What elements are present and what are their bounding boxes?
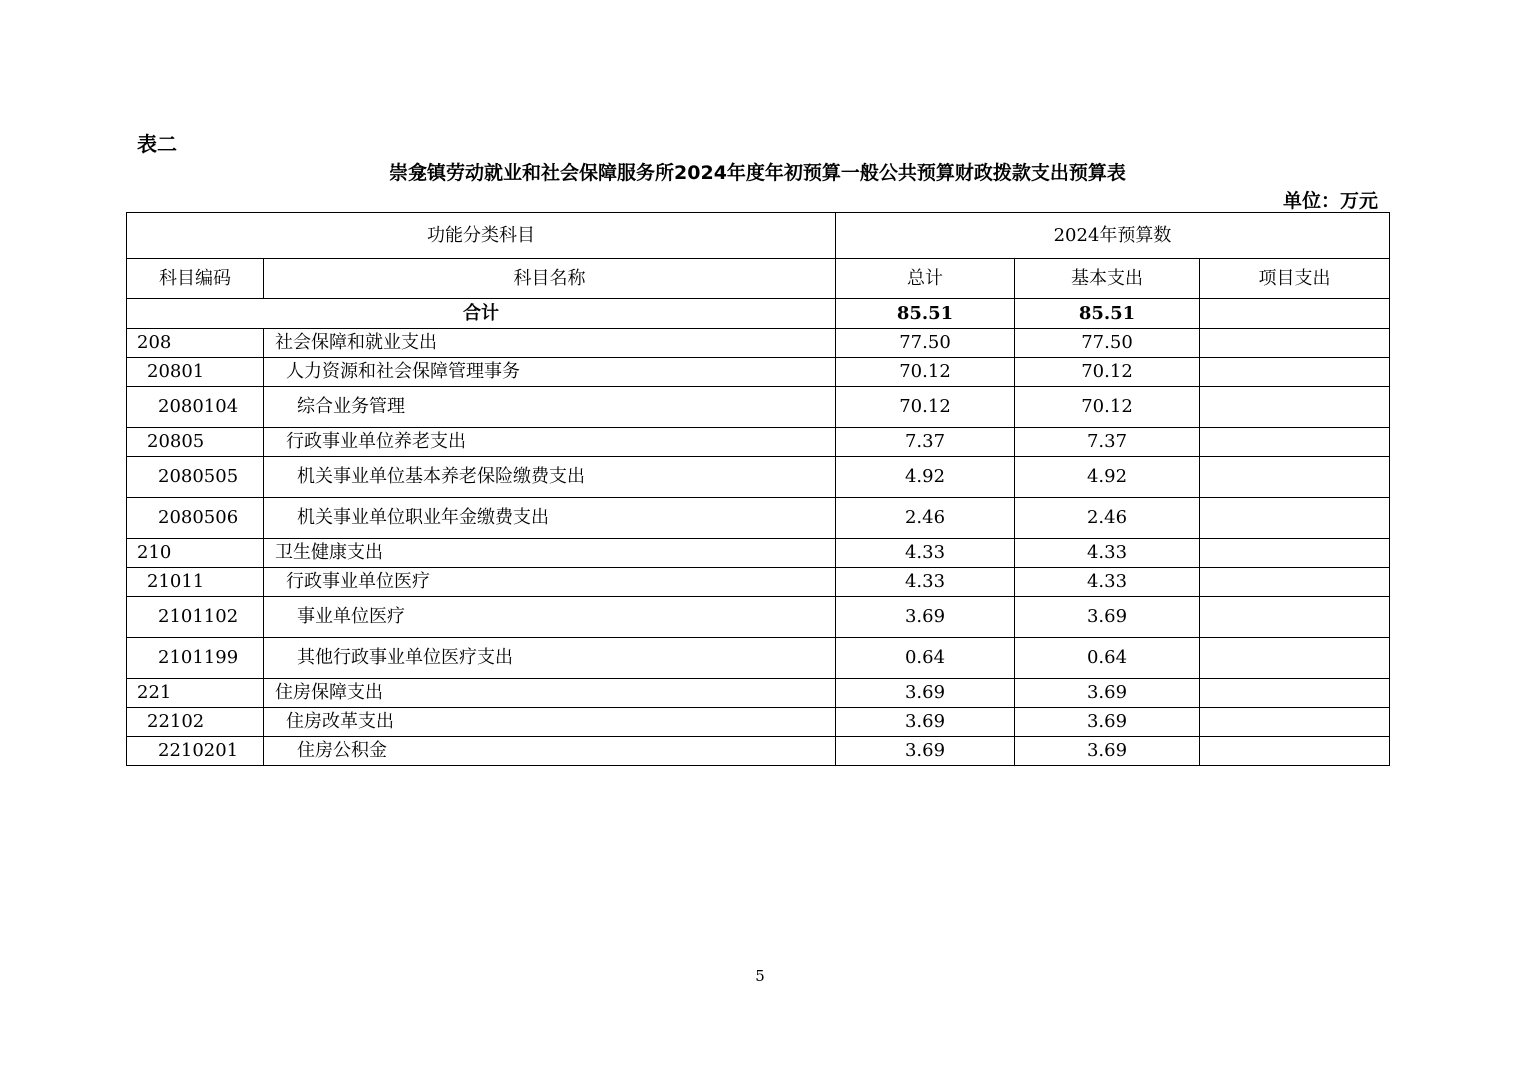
row-code: 2101199 bbox=[127, 638, 264, 679]
row-total: 77.50 bbox=[836, 329, 1015, 358]
row-code: 208 bbox=[127, 329, 264, 358]
row-project bbox=[1200, 597, 1390, 638]
row-project bbox=[1200, 708, 1390, 737]
row-name: 卫生健康支出 bbox=[264, 539, 836, 568]
row-project bbox=[1200, 638, 1390, 679]
row-name: 机关事业单位基本养老保险缴费支出 bbox=[264, 457, 836, 498]
row-name: 事业单位医疗 bbox=[264, 597, 836, 638]
col-header-code: 科目编码 bbox=[127, 259, 264, 299]
row-name: 住房保障支出 bbox=[264, 679, 836, 708]
table-row bbox=[127, 428, 1390, 457]
row-basic: 3.69 bbox=[1015, 597, 1200, 638]
row-name: 行政事业单位养老支出 bbox=[264, 428, 836, 457]
table-label: 表二 bbox=[137, 132, 177, 156]
row-total: 70.12 bbox=[836, 358, 1015, 387]
column-header-row bbox=[127, 259, 1390, 299]
row-name: 社会保障和就业支出 bbox=[264, 329, 836, 358]
row-total: 3.69 bbox=[836, 708, 1015, 737]
page-title: 崇龛镇劳动就业和社会保障服务所2024年度年初预算一般公共预算财政拨款支出预算表 bbox=[389, 162, 1126, 184]
row-project bbox=[1200, 679, 1390, 708]
col-header-project: 项目支出 bbox=[1200, 259, 1390, 299]
table-row bbox=[127, 539, 1390, 568]
unit-label: 单位：万元 bbox=[1282, 190, 1378, 212]
row-name: 人力资源和社会保障管理事务 bbox=[264, 358, 836, 387]
row-name: 综合业务管理 bbox=[264, 387, 836, 428]
row-total: 7.37 bbox=[836, 428, 1015, 457]
col-header-basic: 基本支出 bbox=[1015, 259, 1200, 299]
row-name: 行政事业单位医疗 bbox=[264, 568, 836, 597]
table-row bbox=[127, 457, 1390, 498]
table-row bbox=[127, 708, 1390, 737]
row-code: 2210201 bbox=[127, 737, 264, 766]
row-code: 210 bbox=[127, 539, 264, 568]
total-label: 合计 bbox=[127, 299, 836, 329]
row-code: 20805 bbox=[127, 428, 264, 457]
row-code: 2080505 bbox=[127, 457, 264, 498]
table-row bbox=[127, 737, 1390, 766]
row-project bbox=[1200, 358, 1390, 387]
row-basic: 4.92 bbox=[1015, 457, 1200, 498]
row-total: 4.33 bbox=[836, 568, 1015, 597]
table-row bbox=[127, 498, 1390, 539]
table-row bbox=[127, 387, 1390, 428]
row-basic: 3.69 bbox=[1015, 708, 1200, 737]
row-project bbox=[1200, 329, 1390, 358]
row-project bbox=[1200, 387, 1390, 428]
table-row bbox=[127, 679, 1390, 708]
row-basic: 3.69 bbox=[1015, 737, 1200, 766]
row-code: 20801 bbox=[127, 358, 264, 387]
row-code: 221 bbox=[127, 679, 264, 708]
table-row bbox=[127, 638, 1390, 679]
table-row bbox=[127, 358, 1390, 387]
row-basic: 70.12 bbox=[1015, 358, 1200, 387]
row-name: 机关事业单位职业年金缴费支出 bbox=[264, 498, 836, 539]
row-basic: 4.33 bbox=[1015, 539, 1200, 568]
row-basic: 77.50 bbox=[1015, 329, 1200, 358]
row-basic: 0.64 bbox=[1015, 638, 1200, 679]
row-total: 2.46 bbox=[836, 498, 1015, 539]
col-header-total: 总计 bbox=[836, 259, 1015, 299]
total-basic: 85.51 bbox=[1015, 299, 1200, 329]
row-basic: 2.46 bbox=[1015, 498, 1200, 539]
table-row bbox=[127, 597, 1390, 638]
group-header-budget: 2024年预算数 bbox=[836, 213, 1390, 259]
row-total: 3.69 bbox=[836, 679, 1015, 708]
group-header-function: 功能分类科目 bbox=[127, 213, 836, 259]
table-row bbox=[127, 568, 1390, 597]
row-code: 22102 bbox=[127, 708, 264, 737]
row-project bbox=[1200, 457, 1390, 498]
group-header-row bbox=[127, 213, 1390, 259]
row-name: 其他行政事业单位医疗支出 bbox=[264, 638, 836, 679]
row-project bbox=[1200, 498, 1390, 539]
row-code: 2080506 bbox=[127, 498, 264, 539]
table-row bbox=[127, 329, 1390, 358]
row-name: 住房改革支出 bbox=[264, 708, 836, 737]
row-code: 2101102 bbox=[127, 597, 264, 638]
page-number: 5 bbox=[755, 967, 765, 985]
row-basic: 7.37 bbox=[1015, 428, 1200, 457]
row-code: 2080104 bbox=[127, 387, 264, 428]
row-code: 21011 bbox=[127, 568, 264, 597]
row-total: 3.69 bbox=[836, 597, 1015, 638]
row-project bbox=[1200, 539, 1390, 568]
row-basic: 70.12 bbox=[1015, 387, 1200, 428]
row-total: 70.12 bbox=[836, 387, 1015, 428]
row-total: 4.92 bbox=[836, 457, 1015, 498]
row-project bbox=[1200, 737, 1390, 766]
total-row bbox=[127, 299, 1390, 329]
total-project bbox=[1200, 299, 1390, 329]
row-total: 3.69 bbox=[836, 737, 1015, 766]
row-project bbox=[1200, 568, 1390, 597]
budget-table bbox=[126, 212, 1390, 766]
row-total: 0.64 bbox=[836, 638, 1015, 679]
col-header-name: 科目名称 bbox=[264, 259, 836, 299]
row-basic: 3.69 bbox=[1015, 679, 1200, 708]
row-project bbox=[1200, 428, 1390, 457]
row-total: 4.33 bbox=[836, 539, 1015, 568]
total-total: 85.51 bbox=[836, 299, 1015, 329]
row-basic: 4.33 bbox=[1015, 568, 1200, 597]
row-name: 住房公积金 bbox=[264, 737, 836, 766]
